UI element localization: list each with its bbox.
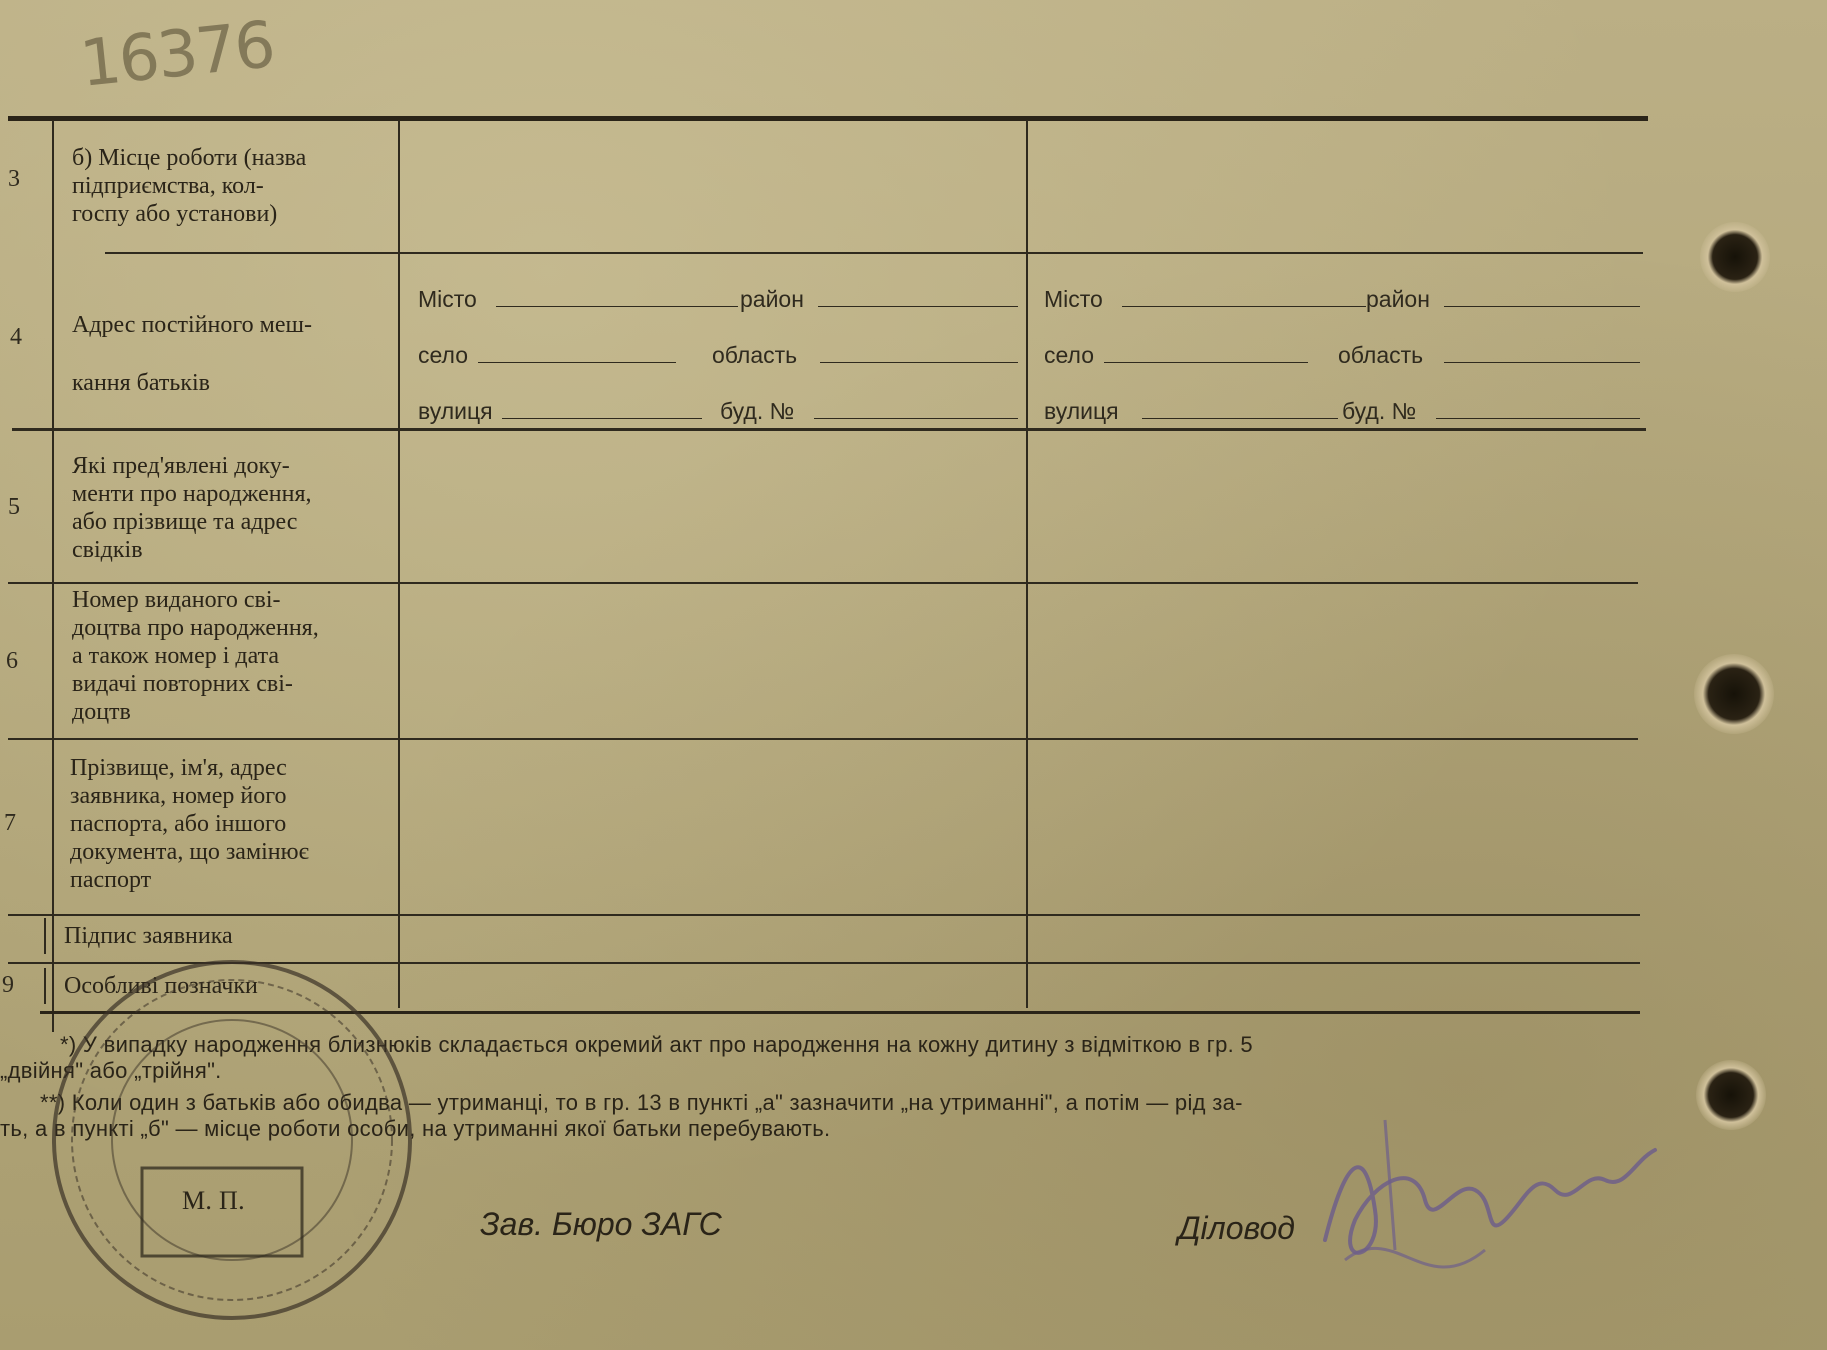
address-street-line	[1142, 418, 1338, 419]
footnote-dependents-line2: ть, а в пункті „б" — місце роботи особи, на утриманні якої батьки перебувають.	[0, 1116, 831, 1141]
address-district-label: район	[740, 286, 804, 312]
address-district-line	[1444, 306, 1640, 307]
footnote-twins-line2: „двійня" або „трійня".	[0, 1058, 222, 1083]
address-street-line	[502, 418, 702, 419]
address-village-line	[1104, 362, 1308, 363]
footnote-twins-line1: *) У випадку народження близнюків складається окремий акт про народження на кожну дитину з відміткою в гр. 5	[60, 1032, 1253, 1057]
top-rule	[8, 116, 1648, 121]
address-city-label: Місто	[1044, 286, 1103, 312]
address-building-line	[1436, 418, 1640, 419]
row-number: 5	[8, 494, 20, 520]
footnote-dependents-line1: **) Коли один з батьків або обидва — утриманці, то в гр. 13 в пункті „а" зазначити „на утриманні", а потім — рід за-	[40, 1090, 1243, 1115]
row-separator	[12, 428, 1646, 431]
punch-hole	[1694, 654, 1774, 734]
address-building-label: буд. №	[1342, 398, 1417, 424]
row-number: 7	[4, 810, 16, 836]
address-region-line	[820, 362, 1018, 363]
clerk-title: Діловод	[1178, 1210, 1295, 1246]
official-round-stamp	[42, 950, 422, 1335]
row-label-address: Адрес постійного меш- кання батьків	[72, 312, 312, 396]
row-separator	[8, 738, 1638, 740]
row-label-applicant: Прізвище, ім'я, адрес заявника, номер його паспорта, або іншого документа, що замінює паспорт	[70, 755, 309, 893]
row-label-signature: Підпис заявника	[64, 923, 233, 949]
address-building-line	[814, 418, 1018, 419]
row-number: 6	[6, 648, 18, 674]
punch-hole	[1696, 1060, 1766, 1130]
address-city-line	[496, 306, 738, 307]
row-separator	[105, 252, 1643, 254]
row-label-documents: Які пред'явлені доку- менти про народження, або прізвище та адрес свідків	[72, 453, 312, 563]
address-region-label: область	[1338, 342, 1424, 368]
row-label-workplace: б) Місце роботи (назва підприємства, кол- госпу або установи)	[72, 145, 307, 227]
row-number: 4	[10, 324, 22, 350]
row-number: 3	[8, 166, 20, 192]
stamp-mp-label: М. П.	[182, 1186, 245, 1215]
address-street-label: вулиця	[1044, 398, 1119, 424]
handwritten-archive-number: 16376	[76, 8, 277, 102]
clerk-handwritten-signature	[1305, 1100, 1665, 1305]
row-number: 9	[2, 972, 14, 998]
num-column-divider	[52, 120, 54, 1032]
row-separator	[8, 582, 1638, 584]
address-region-label: область	[712, 342, 798, 368]
address-city-line	[1122, 306, 1366, 307]
address-village-line	[478, 362, 676, 363]
address-village-label: село	[1044, 342, 1094, 368]
address-city-label: Місто	[418, 286, 477, 312]
signature-row-tick	[44, 918, 46, 954]
row-label-special-notes: Особливі позначки	[64, 973, 258, 999]
row-separator	[8, 914, 1640, 916]
address-street-label: вулиця	[418, 398, 493, 424]
address-district-label: район	[1366, 286, 1430, 312]
address-region-line	[1444, 362, 1640, 363]
registry-head-title: Зав. Бюро ЗАГС	[480, 1206, 722, 1242]
address-district-line	[818, 306, 1018, 307]
punch-hole	[1700, 222, 1770, 292]
address-building-label: буд. №	[720, 398, 795, 424]
address-village-label: село	[418, 342, 468, 368]
row-label-certificate: Номер виданого сві- доцтва про народження, а також номер і дата видачі повторних сві- доцтв	[72, 587, 319, 725]
